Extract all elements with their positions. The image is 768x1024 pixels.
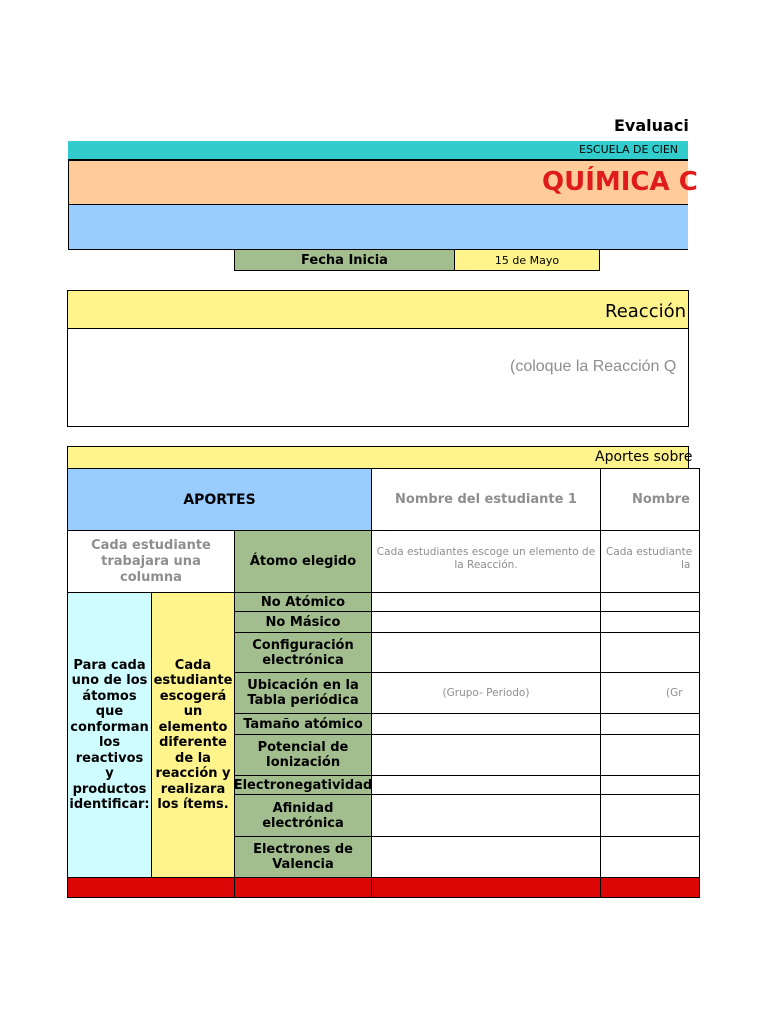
row-student-1-atomic-number[interactable]: [371, 592, 601, 612]
row-student-2-electron-configuration[interactable]: [600, 632, 700, 673]
atom-chosen-student-2[interactable]: [600, 530, 700, 593]
contributions-banner-text: Aportes sobre: [595, 449, 693, 465]
identify-note: Para cada uno de los átomos que conforman los reactivos y productos identificar:: [67, 592, 152, 878]
school-name: ESCUELA DE CIEN: [579, 143, 679, 156]
page-title: Evaluaci: [614, 116, 689, 135]
choose-element-note: Cada estudiante escogerá un elemento diferente de la reacción y realizara los ítems.: [151, 592, 235, 878]
each-student-note: Cada estudiante trabajara una columna: [67, 530, 235, 593]
reaction-title: Reacción: [605, 301, 687, 322]
contributions-banner: [67, 446, 693, 469]
subject-title: QUÍMICA C: [542, 167, 698, 197]
atom-hint-2-line2: la: [681, 559, 691, 571]
reaction-placeholder: (coloque la Reacción Q: [510, 358, 677, 375]
start-date-label: Fecha Inicia: [234, 249, 455, 271]
row-student-2-atomic-number[interactable]: [600, 592, 700, 612]
row-label-ionization-potential: Potencial de Ionización: [234, 734, 372, 776]
row-student-1-ionization-potential[interactable]: [371, 734, 601, 776]
footer-red-cell-3: [371, 877, 601, 898]
row-student-1-atomic-size[interactable]: [371, 713, 601, 735]
footer-red-cell-1: [67, 877, 235, 898]
row-label-periodic-table-location: Ubicación en la Tabla periódica: [234, 672, 372, 714]
footer-red-cell-2: [234, 877, 372, 898]
subject-band: [68, 160, 698, 205]
atom-chosen-student-1[interactable]: Cada estudiantes escoge un elemento de la Reacción.: [371, 530, 601, 593]
row-student-2-periodic-table-location[interactable]: (Gr: [600, 672, 700, 714]
row-student-2-ionization-potential[interactable]: [600, 734, 700, 776]
row-label-valence-electrons: Electrones de Valencia: [234, 836, 372, 878]
footer-red-cell-4: [600, 877, 700, 898]
row-label-mass-number: No Másico: [234, 611, 372, 633]
row-label-electron-affinity: Afinidad electrónica: [234, 794, 372, 837]
start-date-value[interactable]: 15 de Mayo: [454, 249, 600, 271]
row-label-electron-configuration: Configuración electrónica: [234, 632, 372, 673]
row-student-1-electron-configuration[interactable]: [371, 632, 601, 673]
row-student-2-atomic-size[interactable]: [600, 713, 700, 735]
row-student-1-mass-number[interactable]: [371, 611, 601, 633]
row-student-1-electron-affinity[interactable]: [371, 794, 601, 837]
row-label-electronegativity: Electronegatividad: [234, 775, 372, 795]
row-label-atomic-size: Tamaño atómico: [234, 713, 372, 735]
row-student-2-valence-electrons[interactable]: [600, 836, 700, 878]
school-band: [68, 141, 688, 160]
reaction-input-area[interactable]: [67, 328, 689, 427]
row-student-1-valence-electrons[interactable]: [371, 836, 601, 878]
atom-hint-2-line1: Cada estudiante: [606, 546, 693, 558]
row-student-1-periodic-table-location[interactable]: (Grupo- Periodo): [371, 672, 601, 714]
blank-blue-band: [68, 205, 688, 250]
atom-chosen-label: Átomo elegido: [234, 530, 372, 593]
aportes-header: APORTES: [67, 468, 372, 531]
row-label-atomic-number: No Atómico: [234, 592, 372, 612]
row-student-2-electron-affinity[interactable]: [600, 794, 700, 837]
row-student-1-electronegativity[interactable]: [371, 775, 601, 795]
reaction-header: [67, 290, 689, 329]
row-student-2-electronegativity[interactable]: [600, 775, 700, 795]
student-1-header[interactable]: Nombre del estudiante 1: [371, 468, 601, 531]
row-student-2-mass-number[interactable]: [600, 611, 700, 633]
student-2-header[interactable]: Nombre: [600, 468, 700, 531]
